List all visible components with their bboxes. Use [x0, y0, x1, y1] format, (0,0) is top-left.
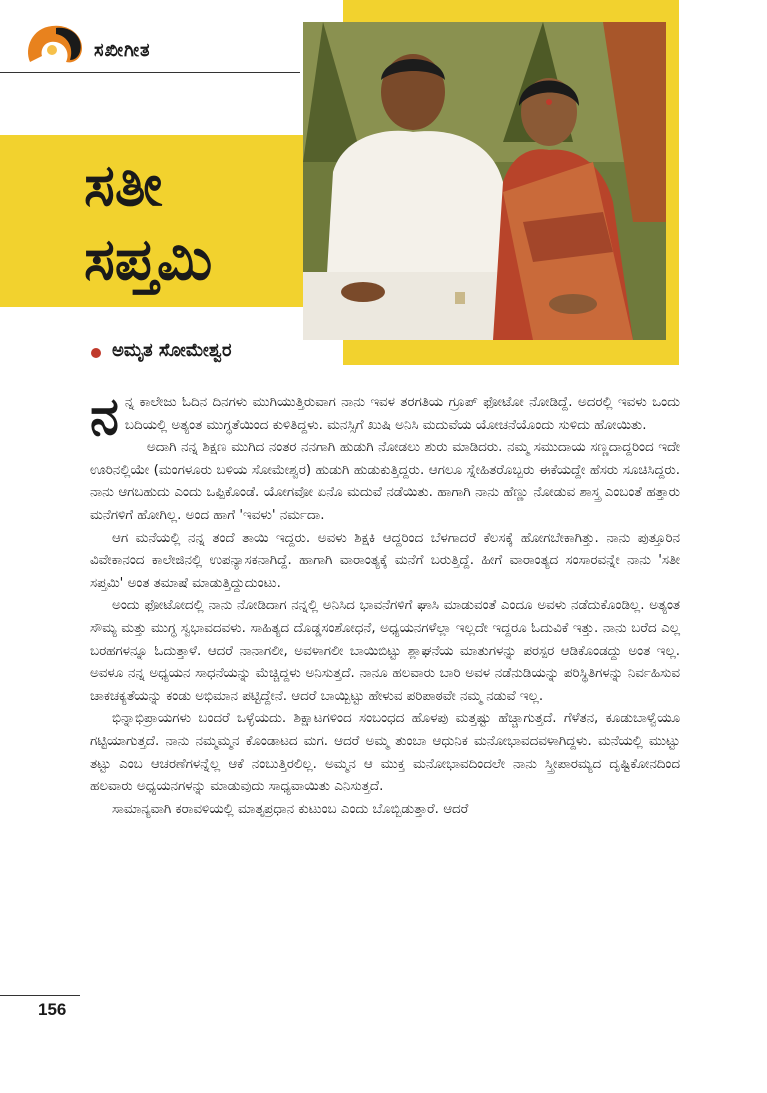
title-line-2: ಸಪ್ತಮಿ: [84, 225, 213, 293]
author-name: ಅಮೃತ ಸೋಮೇಶ್ವರ: [112, 340, 232, 361]
header-rule: [0, 72, 300, 73]
drop-cap: ನ: [90, 387, 119, 447]
article-body: [90, 387, 680, 821]
paragraph: ಭಿನ್ನಾಭಿಪ್ರಾಯಗಳು ಬಂದರೆ ಒಳ್ಳೆಯದು. ಶಿಕ್ಷಾಟಗಳಿಂದ ಸಂಬಂಧದ ಹೊಳಪು ಮತ್ತಷ್ಟು ಹೆಚ್ಚಾಗುತ್ತದೆ. ಗೆಳೆತನ, ಕೂಡುಬಾಳ್ವೆಯೂ ಗಟ್ಟಿಯಾಗುತ್ತದೆ. ನಾನು ನಮ್ಮಮ್ಮನ ಕೊಂಡಾಟದ ಮಗ. ಆದರೆ ಅಮ್ಮ ತುಂಬಾ ಆಧುನಿಕ ಮನೋಭಾವದವಳಾಗಿದ್ದಳು. ಮನೆಯಲ್ಲಿ ಮುಟ್ಟು ತಟ್ಟು ಎಂಬ ಆಚರಣೆಗಳನ್ನೆಲ್ಲ ಆಕೆ ನಂಬುತ್ತಿರಲಿಲ್ಲ. ಅಮ್ಮನ ಆ ಮುಕ್ತ ಮನೋಭಾವದಿಂದಲೇ ನಾನು ಸ್ತ್ರೀಪಾರಮ್ಯದ ದೃಷ್ಟಿಕೋನದಿಂದ ಹಲವಾರು ಅಧ್ಯಯನಗಳನ್ನು ಮಾಡುವುದು ಸಾಧ್ಯವಾಯಿತು ಎನಿಸುತ್ತದೆ.: [90, 711, 680, 795]
couple-photo: [303, 22, 666, 340]
section-label: ಸಖೀಗೀತ: [94, 40, 151, 61]
byline: [90, 340, 231, 361]
paragraph: ಆಗ ಮನೆಯಲ್ಲಿ ನನ್ನ ತಂದೆ ತಾಯಿ ಇದ್ದರು. ಅವಳು ಶಿಕ್ಷಕಿ ಆದ್ದರಿಂದ ಬೆಳಗಾದರೆ ಕೆಲಸಕ್ಕೆ ಹೋಗಬೇಕಾಗಿತ್ತು. ನಾನು ಪುತ್ತೂರಿನ ವಿವೇಕಾನಂದ ಕಾಲೇಜಿನಲ್ಲಿ ಉಪನ್ಯಾಸಕನಾಗಿದ್ದೆ. ಹಾಗಾಗಿ ವಾರಾಂತ್ಯಕ್ಕೆ ಮನೆಗೆ ಬರುತ್ತಿದ್ದೆ. ಹೀಗೆ ವಾರಾಂತ್ಯದ ಸಂಸಾರವನ್ನೇ ನಾನು 'ಸತೀ ಸಪ್ತಮಿ' ಅಂತ ತಮಾಷೆ ಮಾಡುತ್ತಿದ್ದುದುಂಟು.: [90, 530, 680, 591]
paragraph: ಅಂದು ಫೋಟೋದಲ್ಲಿ ನಾನು ನೋಡಿದಾಗ ನನ್ನಲ್ಲಿ ಅನಿಸಿದ ಭಾವನೆಗಳಿಗೆ ಘಾಸಿ ಮಾಡುವಂತೆ ಎಂದೂ ಅವಳು ನಡೆದುಕೊಂಡಿಲ್ಲ. ಅತ್ಯಂತ ಸೌಮ್ಯ ಮತ್ತು ಮುಗ್ಧ ಸ್ವಭಾವದವಳು. ಸಾಹಿತ್ಯದ ದೊಡ್ಡಸಂಶೋಧನೆ, ಅಧ್ಯಯನಗಳೆಲ್ಲಾ ಇಲ್ಲದೇ ಇದ್ದರೂ ಓದುವಿಕೆ ಇತ್ತು. ನಾನು ಬರೆದ ಎಲ್ಲ ಬರಹಗಳನ್ನೂ ಓದುತ್ತಾಳೆ. ಆದರೆ ನಾನಾಗಲೀ, ಅವಳಾಗಲೀ ಬಾಯಿಬಿಟ್ಟು ಶ್ಲಾಘನೆಯ ಮಾತುಗಳನ್ನು ಪರಸ್ಪರ ಆಡಿಕೊಂಡದ್ದು ಅಂತ ಇಲ್ಲ. ಅವಳೂ ನನ್ನ ಅಧ್ಯಯನ ಸಾಧನೆಯನ್ನು ಮೆಚ್ಚಿದ್ದಳು ಅನಿಸುತ್ತದೆ. ನಾನೂ ಹಲವಾರು ಬಾರಿ ಅವಳ ನಡೆನುಡಿಯನ್ನು ಪರಿಸ್ಥಿತಿಗಳನ್ನು ನಿರ್ವಹಿಸುವ ಚಾಕಚಕ್ಯತೆಯನ್ನು ಕಂಡು ಅಭಿಮಾನ ಪಟ್ಟಿದ್ದೇನೆ. ಆದರೆ ಬಾಯ್ಬಿಟ್ಟು ಹೇಳುವ ಪರಿಪಾಠವೇ ನಮ್ಮ ನಡುವೆ ಇಲ್ಲ.: [90, 598, 680, 704]
paragraph: ಅದಾಗಿ ನನ್ನ ಶಿಕ್ಷಣ ಮುಗಿದ ನಂತರ ನನಗಾಗಿ ಹುಡುಗಿ ನೋಡಲು ಶುರು ಮಾಡಿದರು. ನಮ್ಮ ಸಮುದಾಯ ಸಣ್ಣದಾದ್ದರಿಂದ ಇದೇ ಊರಿನಲ್ಲಿಯೇ (ಮಂಗಳೂರು ಬಳಿಯ ಸೋಮೇಶ್ವರ) ಹುಡುಗಿ ಹುಡುಕುತ್ತಿದ್ದರು. ಆಗಲೂ ಸ್ನೇಹಿತರೊಬ್ಬರು ಈಕೆಯದ್ದೇ ಹೆಸರು ಸೂಚಿಸಿದ್ದರು. ನಾನು ಆಗಬಹುದು ಎಂದು ಒಪ್ಪಿಕೊಂಡೆ. ಯೋಗವೋ ಏನೊ ಮದುವೆ ನಡೆಯಿತು. ಹಾಗಾಗಿ ನಾನು ಹೆಣ್ಣು ನೋಡುವ ಶಾಸ್ತ್ರ ಎಂಬಂತೆ ಹತ್ತಾರು ಮನೆಗಳಿಗೆ ಹೋಗಿಲ್ಲ. ಅಂದ ಹಾಗೆ 'ಇವಳು' ನರ್ಮದಾ.: [90, 440, 680, 523]
footer-rule: [0, 995, 80, 996]
article-title: [84, 148, 212, 296]
magazine-logo: [22, 18, 88, 70]
paragraph: ನನ್ನ ಕಾಲೇಜು ಓದಿನ ದಿನಗಳು ಮುಗಿಯುತ್ತಿರುವಾಗ ನಾನು ಇವಳ ತರಗತಿಯ ಗ್ರೂಪ್ ಫೋಟೋ ನೋಡಿದ್ದೆ. ಅದರಲ್ಲಿ ಇವಳು ಒಂದು ಬದಿಯಲ್ಲಿ ಅತ್ಯಂತ ಮುಗ್ಧತೆಯಿಂದ ಕುಳಿತಿದ್ದಳು. ಮನಸ್ಸಿಗೆ ಖುಷಿ ಅನಿಸಿ ಮದುವೆಯ ಯೋಚನೆಯೊಂದು ಸುಳಿದು ಹೋಯಿತು.: [90, 387, 680, 447]
paragraph: ಸಾಮಾನ್ಯವಾಗಿ ಕರಾವಳಿಯಲ್ಲಿ ಮಾತೃಪ್ರಧಾನ ಕುಟುಂಬ ಎಂದು ಬೊಬ್ಬಿಡುತ್ತಾರೆ. ಆದರೆ: [112, 801, 469, 817]
page-number: 156: [38, 1000, 67, 1019]
title-line-1: ಸತೀ: [84, 151, 163, 219]
